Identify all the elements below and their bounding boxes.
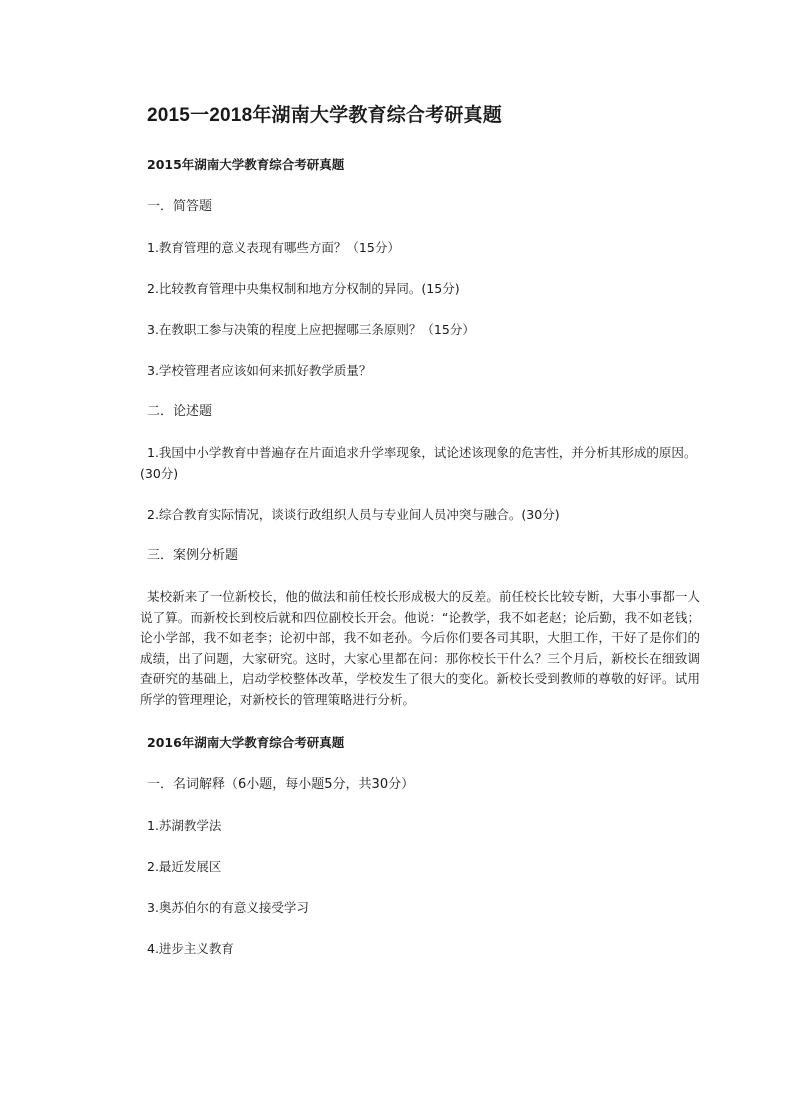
document-title: 2015一2018年湖南大学教育综合考研真题: [147, 105, 502, 126]
question-item: 4.进步主义教育: [147, 941, 234, 956]
question-item: 2.最近发展区: [147, 859, 222, 874]
question-item: 3.学校管理者应该如何来抓好教学质量？: [147, 363, 372, 378]
question-item: 3.在教职工参与决策的程度上应把握哪三条原则？（15分）: [147, 322, 475, 337]
section-title-2016: 2016年湖南大学教育综合考研真题: [147, 735, 345, 750]
heading-essay: 二．论述题: [147, 404, 213, 419]
question-item: 1.我国中小学教育中普遍存在片面追求升学率现象，试论述该现象的危害性，并分析其形成的原因。(30分): [140, 445, 697, 481]
question-item: 1.苏湖教学法: [147, 818, 222, 833]
section-title-2015: 2015年湖南大学教育综合考研真题: [147, 157, 345, 172]
heading-case-analysis: 三．案例分析题: [147, 548, 239, 563]
question-item: 2.综合教育实际情况，谈谈行政组织人员与专业间人员冲突与融合。(30分): [147, 507, 560, 522]
heading-short-answer: 一．简答题: [147, 199, 213, 214]
case-text: 某校新来了一位新校长，他的做法和前任校长形成极大的反差。前任校长比较专断，大事小事都一人说了算。而新校长到校后就和四位副校长开会。他说：“论教学，我不如老赵；论后勤，我不如老钱；论小学部，我不如老李；论初中部，我不如老孙。今后你们要各司其职，大胆工作，干好了是你们的成绩，出了问题，大家研究。这时，大家心里都在问：那你校长干什么？三个月后，新校长在细致调查研究的基础上，启动学校整体改革，学校发生了很大的变化。新校长受到教师的尊敬的好评。试用所学的管理理论，对新校长的管理策略进行分析。: [140, 589, 700, 707]
question-item: 3.奥苏伯尔的有意义接受学习: [147, 900, 309, 915]
question-item: 1.教育管理的意义表现有哪些方面？（15分）: [147, 240, 400, 255]
heading-term-explanation: 一．名词解释（6小题，每小题5分，共30分）: [147, 777, 415, 792]
question-item: 2.比较教育管理中央集权制和地方分权制的异同。(15分): [147, 281, 460, 296]
